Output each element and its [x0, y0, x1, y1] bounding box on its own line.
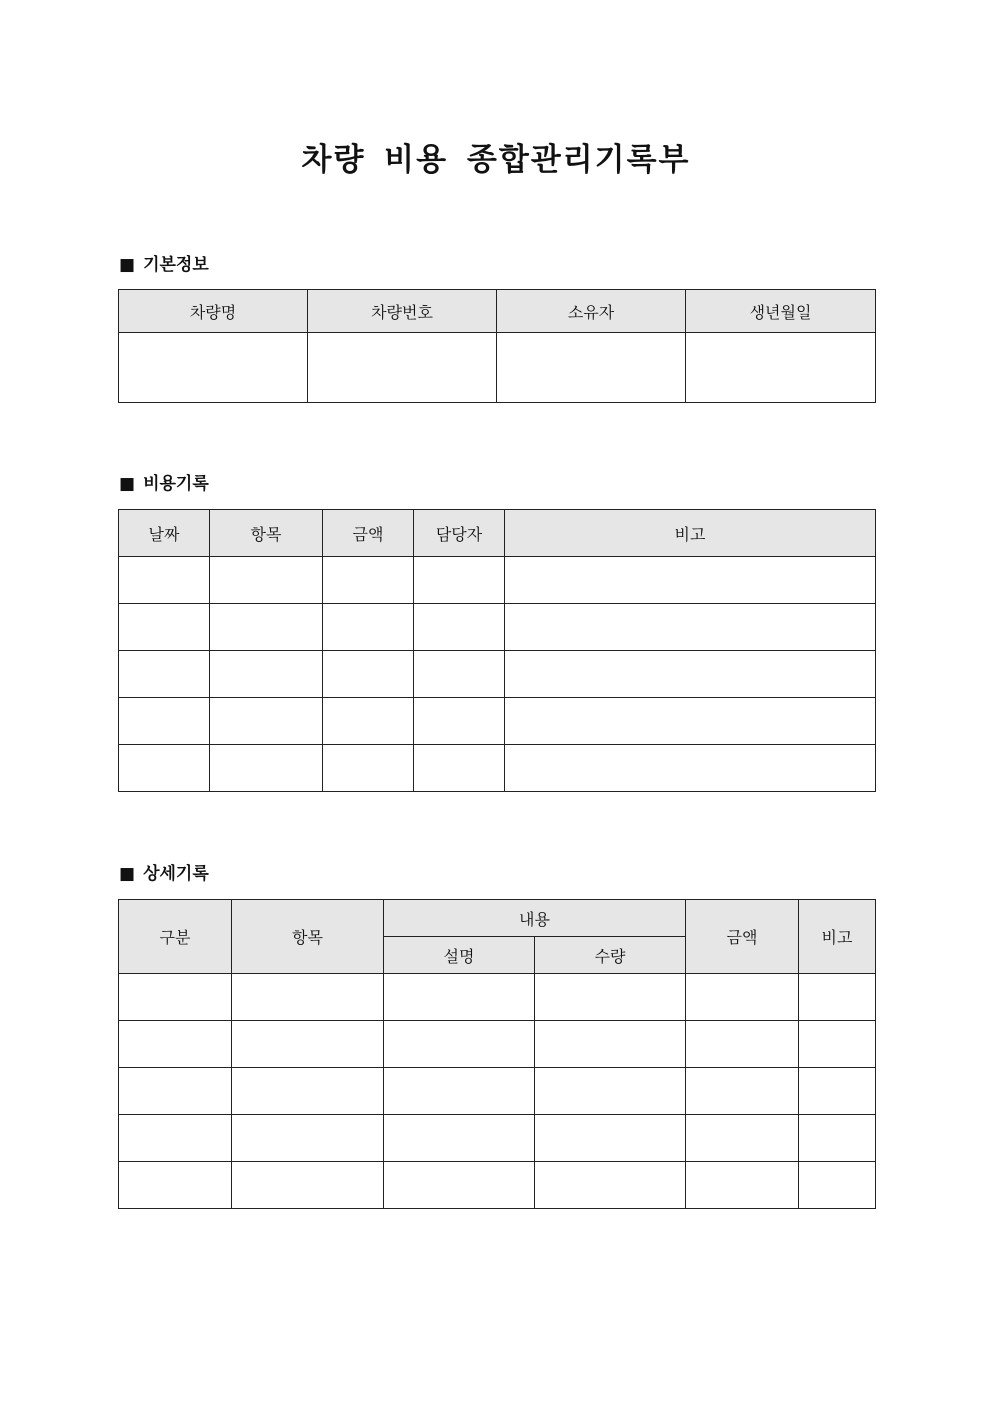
- table-cell[interactable]: [686, 1068, 799, 1115]
- table-cell[interactable]: [384, 1068, 535, 1115]
- table-header-row: [119, 510, 876, 557]
- table-cell[interactable]: [505, 698, 876, 745]
- table-row: [119, 1115, 876, 1162]
- owner-cell[interactable]: [497, 333, 686, 403]
- cost-record-table: [118, 509, 876, 792]
- column-header-item: 항목: [210, 510, 323, 557]
- table-cell[interactable]: [799, 1115, 876, 1162]
- document-title: 차량 비용 종합관리기록부: [301, 142, 691, 178]
- table-cell[interactable]: [799, 1021, 876, 1068]
- table-cell[interactable]: [210, 557, 323, 604]
- table-row: [119, 698, 876, 745]
- column-header-birth-date: 생년월일: [686, 290, 876, 333]
- column-header-content: 내용: [384, 900, 686, 937]
- table-cell[interactable]: [384, 974, 535, 1021]
- square-bullet-icon: ■: [119, 474, 136, 494]
- table-cell[interactable]: [505, 651, 876, 698]
- birth-date-cell[interactable]: [686, 333, 876, 403]
- section-heading-detail: [119, 862, 209, 886]
- table-cell[interactable]: [799, 1162, 876, 1209]
- table-cell[interactable]: [505, 604, 876, 651]
- table-cell[interactable]: [414, 651, 505, 698]
- table-header-row: [119, 900, 876, 937]
- column-header-person-in-charge: 담당자: [414, 510, 505, 557]
- section-heading-cost: [119, 472, 209, 496]
- table-row: [119, 745, 876, 792]
- column-header-category: 구분: [119, 900, 232, 974]
- table-cell[interactable]: [384, 1021, 535, 1068]
- square-bullet-icon: ■: [119, 255, 136, 275]
- table-cell[interactable]: [119, 557, 210, 604]
- vehicle-name-cell[interactable]: [119, 333, 308, 403]
- table-cell[interactable]: [414, 745, 505, 792]
- table-cell[interactable]: [232, 1021, 384, 1068]
- table-cell[interactable]: [232, 1162, 384, 1209]
- table-row: [119, 1068, 876, 1115]
- table-cell[interactable]: [232, 1115, 384, 1162]
- column-header-date: 날짜: [119, 510, 210, 557]
- table-row: [119, 1162, 876, 1209]
- table-cell[interactable]: [210, 745, 323, 792]
- table-cell[interactable]: [686, 974, 799, 1021]
- table-row: [119, 333, 876, 403]
- column-header-vehicle-name: 차량명: [119, 290, 308, 333]
- square-bullet-icon: ■: [119, 864, 136, 884]
- table-cell[interactable]: [799, 974, 876, 1021]
- table-row: [119, 974, 876, 1021]
- column-header-item: 항목: [232, 900, 384, 974]
- section-heading-label: 비용기록: [143, 474, 209, 494]
- table-cell[interactable]: [414, 698, 505, 745]
- table-header-row: [119, 290, 876, 333]
- table-cell[interactable]: [686, 1115, 799, 1162]
- table-cell[interactable]: [232, 1068, 384, 1115]
- table-cell[interactable]: [119, 974, 232, 1021]
- table-cell[interactable]: [323, 557, 414, 604]
- column-header-description: 설명: [384, 937, 535, 974]
- column-header-amount: 금액: [323, 510, 414, 557]
- table-cell[interactable]: [535, 1115, 686, 1162]
- table-cell[interactable]: [119, 745, 210, 792]
- table-cell[interactable]: [505, 745, 876, 792]
- table-row: [119, 557, 876, 604]
- table-cell[interactable]: [535, 1021, 686, 1068]
- table-row: [119, 651, 876, 698]
- vehicle-number-cell[interactable]: [308, 333, 497, 403]
- table-cell[interactable]: [119, 604, 210, 651]
- table-cell[interactable]: [384, 1162, 535, 1209]
- table-cell[interactable]: [505, 557, 876, 604]
- table-cell[interactable]: [119, 651, 210, 698]
- table-cell[interactable]: [384, 1115, 535, 1162]
- table-cell[interactable]: [232, 974, 384, 1021]
- column-header-remarks: 비고: [799, 900, 876, 974]
- column-header-quantity: 수량: [535, 937, 686, 974]
- table-cell[interactable]: [323, 604, 414, 651]
- table-cell[interactable]: [119, 1162, 232, 1209]
- table-cell[interactable]: [119, 1115, 232, 1162]
- table-cell[interactable]: [686, 1162, 799, 1209]
- table-cell[interactable]: [414, 557, 505, 604]
- column-header-remarks: 비고: [505, 510, 876, 557]
- table-cell[interactable]: [119, 1021, 232, 1068]
- detail-record-table: [118, 899, 876, 1209]
- column-header-vehicle-number: 차량번호: [308, 290, 497, 333]
- section-heading-basic: [119, 253, 209, 277]
- table-cell[interactable]: [799, 1068, 876, 1115]
- table-cell[interactable]: [323, 651, 414, 698]
- section-heading-label: 기본정보: [143, 255, 209, 275]
- table-cell[interactable]: [414, 604, 505, 651]
- table-cell[interactable]: [119, 698, 210, 745]
- table-cell[interactable]: [323, 745, 414, 792]
- column-header-amount: 금액: [686, 900, 799, 974]
- table-cell[interactable]: [535, 1068, 686, 1115]
- table-row: [119, 1021, 876, 1068]
- table-cell[interactable]: [535, 974, 686, 1021]
- table-cell[interactable]: [535, 1162, 686, 1209]
- basic-info-table: [118, 289, 876, 403]
- table-cell[interactable]: [210, 604, 323, 651]
- table-cell[interactable]: [323, 698, 414, 745]
- column-header-owner: 소유자: [497, 290, 686, 333]
- table-row: [119, 604, 876, 651]
- section-heading-label: 상세기록: [143, 864, 209, 884]
- table-cell[interactable]: [686, 1021, 799, 1068]
- table-cell[interactable]: [210, 651, 323, 698]
- table-cell[interactable]: [210, 698, 323, 745]
- table-cell[interactable]: [119, 1068, 232, 1115]
